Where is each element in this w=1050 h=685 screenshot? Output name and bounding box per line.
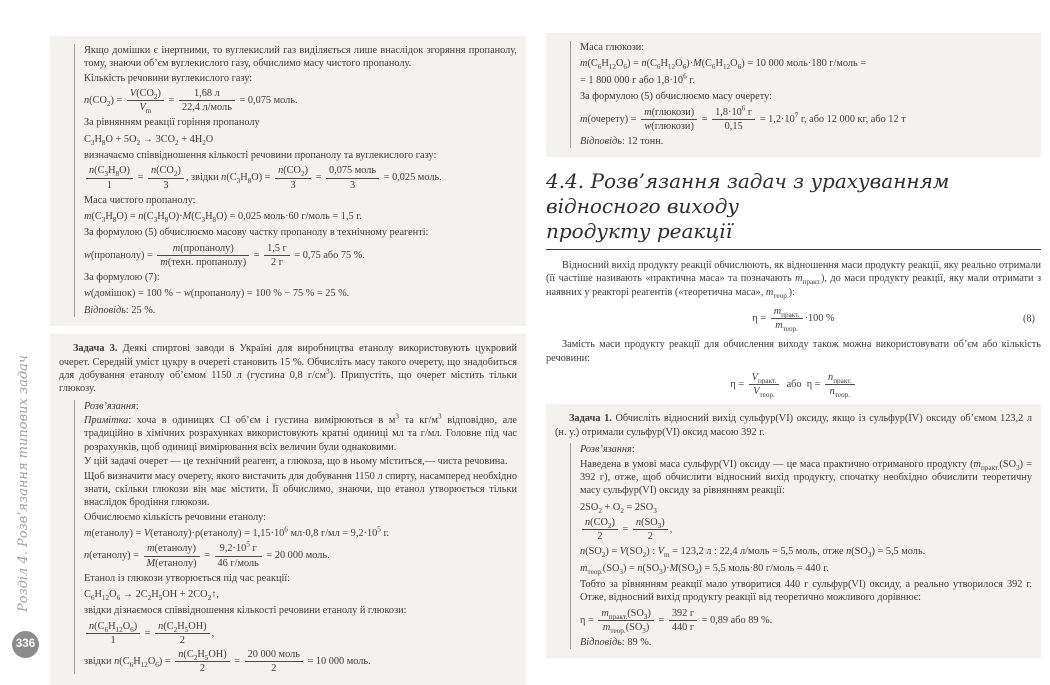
formula-line: $\frac{n(CO_2)}{2}$ = $\frac{n(SO_3)}{2}$ ,	[580, 517, 1032, 542]
formula-line: $2SO_2 + O_2 = 2SO_3$	[580, 501, 657, 515]
task1-statement: Задача 1. Обчисліть відносний вихід сульфур(VI) оксиду, якщо із сульфур(IV) оксиду об’ємом 123,2 л (н. у.) отримали сульфур(VI) оксид масою 392 г.	[555, 413, 1033, 438]
formula-eta-mass-body: η = $\frac{m_{практ.}}{m_{теор.}}$ ·100 %	[752, 306, 835, 334]
text-line: За формулою (7):	[84, 272, 160, 284]
formula-line: η = $\frac{m_{практ.}(SO_3)}{m_{теор.}(SO_3)}$ = $\frac{392 г}{440 г}$ = 0,89 або 89 %.	[580, 607, 773, 635]
formula-line: w(домішок) = 100 % − w(пропанолу) = 100 % − 75 % = 25 %.	[84, 288, 350, 300]
text-line: звідки дізнаємося співвідношення кількості речовини етанолу й глюкози:	[84, 605, 407, 617]
propanol-solution-lines	[74, 44, 517, 317]
task1-block	[546, 404, 1041, 658]
formula-line: = 1 800 000 г або $1,8\cdot 10^6$ г.	[580, 72, 695, 86]
formula-line: $C_3H_8O + 5O_2 \to 3CO_2 + 4H_2O$	[84, 133, 214, 147]
answer-line: Відповідь: 89 %.	[580, 636, 652, 648]
text-line: Розв’язання:	[580, 444, 635, 456]
right-page	[546, 33, 1041, 658]
formula-eta-volume-amount: η = $\frac{V_{практ.}}{V_{теор.}}$ або η = $\frac{n_{практ.}}{n_{теор.}}$	[546, 372, 1041, 397]
text-line: Щоб визначити масу очерету, якого вистачить для добування 1150 л спирту, насамперед необхідно знати, скільки глюкози він має містити. Її обчислимо, знаючи, що етанол утворюється тільки внаслідок бродіння глюкози.	[84, 470, 517, 509]
text-line: Маса чистого пропанолу:	[84, 194, 196, 206]
page-number-left: 336	[12, 631, 39, 658]
text-line: Розв’язання:	[84, 400, 139, 412]
formula-eta-mass	[546, 306, 1041, 334]
text-line: Тобто за рівнянням реакції мало утворитися 440 г сульфур(VI) оксиду, а реально утворилося 392 г. Отже, відносний вихід продукту реакції від теоретично можливого дорівнює:	[580, 579, 1032, 604]
text-line: визначаємо співвідношення кількості речовини пропанолу та вуглекислого газу:	[84, 150, 437, 162]
answer-line: Відповідь: 25 %.	[84, 304, 156, 316]
text-line: Кількість речовини вуглекислого газу:	[84, 72, 253, 84]
text-line: За формулою (5) обчислюємо масу очерету:	[580, 91, 772, 103]
formula-line: m(очерету) = $\frac{\text{m(глюкози)}}{\text{w(глюкози)}}$ = $\frac{1,8\cdot 10^6 г}{0,15}$ = $1,2\cdot 10^7$ г, або 12 000 кг, або 12 т	[580, 104, 906, 132]
formula-line: $n(SO_2) = V(SO_2)$ : $V_m = 123,2$ л : 22,4 л/моль = 5,5 моль, отже $n(SO_3) = 5,5$ моль.	[580, 546, 926, 560]
equation-number: (8)	[1022, 313, 1035, 325]
chapter-spine-label: Розділ 4. Розв’язання типових задач	[16, 355, 31, 612]
formula-line: m(етанолу) = V(етанолу)·ρ(етанолу) = $1,15\cdot 10^6$ мл·0,8 $г/мл = 9,2\cdot 10^5$ г.	[84, 525, 390, 540]
formula-line: $\frac{n(C_3H_8O)}{1}$ = $\frac{n(CO_2)}{3}$ , звідки $n(C_3H_8O)$ = $\frac{n(CO_2)}{3}$ = $\frac{\text{0,075 моль}}{3}$ = 0,025 моль.	[84, 165, 517, 190]
section-paragraph-1: Відносний вихід продукту реакції обчислюють, як відношення маси продукту реакції, яку реально отримали (її частіше називають «практична маса» та позначають $m_{практ.}$), до маси продукту реакції, яку мали отримати з наявних у реакторі реагентів («теоретична маса», $m_{теор.}$):	[546, 260, 1042, 300]
text-line: Етанол із глюкози утворюється під час реакції:	[84, 572, 291, 584]
formula-line: w(пропанолу) = $\frac{\text{m(пропанолу)}}{\text{m(техн. пропанолу)}}$ = $\frac{1,5 г}{2 г}$ = 0,75 або 75 %.	[84, 242, 365, 268]
text-line: Примітка: хоча в одиницях СІ об’єм і густина вимірюються в $м^3$ та $кг/м^3$ відповідно, але традиційно в хімічних розрахунках використовують кратні одиниці мл та г/мл. Головне під час розрахунків, щоб одиниці вимірювання всіх величин були однаковими.	[84, 412, 517, 453]
glucose-solution-lines	[570, 41, 1032, 148]
glucose-solution-block	[546, 33, 1041, 157]
propanol-solution-block	[50, 36, 526, 326]
formula-line: $m_{теор.}(SO_3) = n(SO_3)\cdot M(SO_3) = 5,5$ моль·80 г/моль = 440 г.	[580, 562, 829, 576]
text-line: Якщо домішки є інертними, то вуглекислий газ виділяється лише внаслідок згоряння пропанолу, тому, знаючи об’єм вуглекислого газу, обчислимо масу чистого пропанолу.	[84, 45, 517, 70]
formula-line: $m(C_3H_8O) = n(C_3H_8O)\cdot M(C_3H_8O) = 0,025$ моль·60 г/моль = 1,5 г.	[84, 211, 362, 225]
formula-line: $\frac{n(C_6H_{12}O_6)}{1}$ = $\frac{n(C_2H_5OH)}{2}$ ,	[84, 621, 517, 646]
formula-line: $n(CO_2)$ = $\frac{V(CO_2)}{V_m}$ = $\frac{1,68 л}{\text{22,4 л/моль}}$ = 0,075 моль.	[84, 88, 298, 116]
task3-block	[50, 334, 526, 685]
text-line: За рівнянням реакції горіння пропанолу	[84, 117, 260, 129]
formula-line: $C_6H_{12}O_6 \to 2C_2H_5OH$ + $2CO_2↑$,	[84, 589, 219, 603]
formula-line: n(етанолу) = $\frac{\text{m(етанолу)}}{\text{M(етанолу)}}$ = $\frac{9,2\cdot 10^5 г}{\text{46 г/моль}}$ = 20 000 моль.	[84, 540, 330, 569]
text-line: За формулою (5) обчислюємо масову частку пропанолу в технічному реагенті:	[84, 227, 429, 239]
text-line: Маса глюкози:	[580, 42, 645, 53]
task1-solution-lines	[570, 443, 1032, 649]
section-heading: 4.4. Розв’язання задач з урахуванням відносного виходу продукту реакції	[546, 169, 1041, 250]
text-line: Наведена в умові маса сульфур(VI) оксиду — це маса практично отриманого продукту ($m_{практ.}(SO_3) = 392$ г), отже, щоб обчислити відносний вихід продукту, спочатку необхідно обчислити теоретичну масу сульфур(VI) оксиду за рівнянням реакції:	[580, 458, 1033, 497]
formula-line: звідки $n(C_6H_{12}O_6)$ = $\frac{n(C_2H_5OH)}{2}$ = $\frac{\text{20 000 моль}}{2}$ = 10 000 моль.	[84, 648, 371, 675]
section-paragraph-2: Замість маси продукту реакції для обчислення виходу також можна використовувати об’єм або кількість речовини:	[546, 339, 1041, 364]
task3-solution-lines	[74, 400, 517, 675]
answer-line: Відповідь: 12 тонн.	[580, 135, 664, 147]
task3-statement: Задача 3. Деякі спиртові заводи в Україні для виробництва етанолу використовують цукровий очерет. Середній уміст цукру в очереті становить 15 %. Обчисліть масу такого очерету, що знадобиться для добування етанолу об’ємом 1150 л (густина 0,8 $г/см^3$). Припустіть, що очерет містить тільки глюкозу.	[59, 343, 517, 395]
formula-line: $m(C_6H_{12}O_6) = n(C_6H_{12}O_6)\cdot M(C_6H_{12}O_6) = 10$ 000 моль·180 г/моль =	[580, 58, 867, 72]
left-page	[50, 36, 526, 685]
text-line: Обчислюємо кількість речовини етанолу:	[84, 511, 266, 523]
text-line: У цій задачі очерет — це технічний реагент, а глюкоза, що в ньому міститься,— чиста речовина.	[84, 456, 508, 468]
